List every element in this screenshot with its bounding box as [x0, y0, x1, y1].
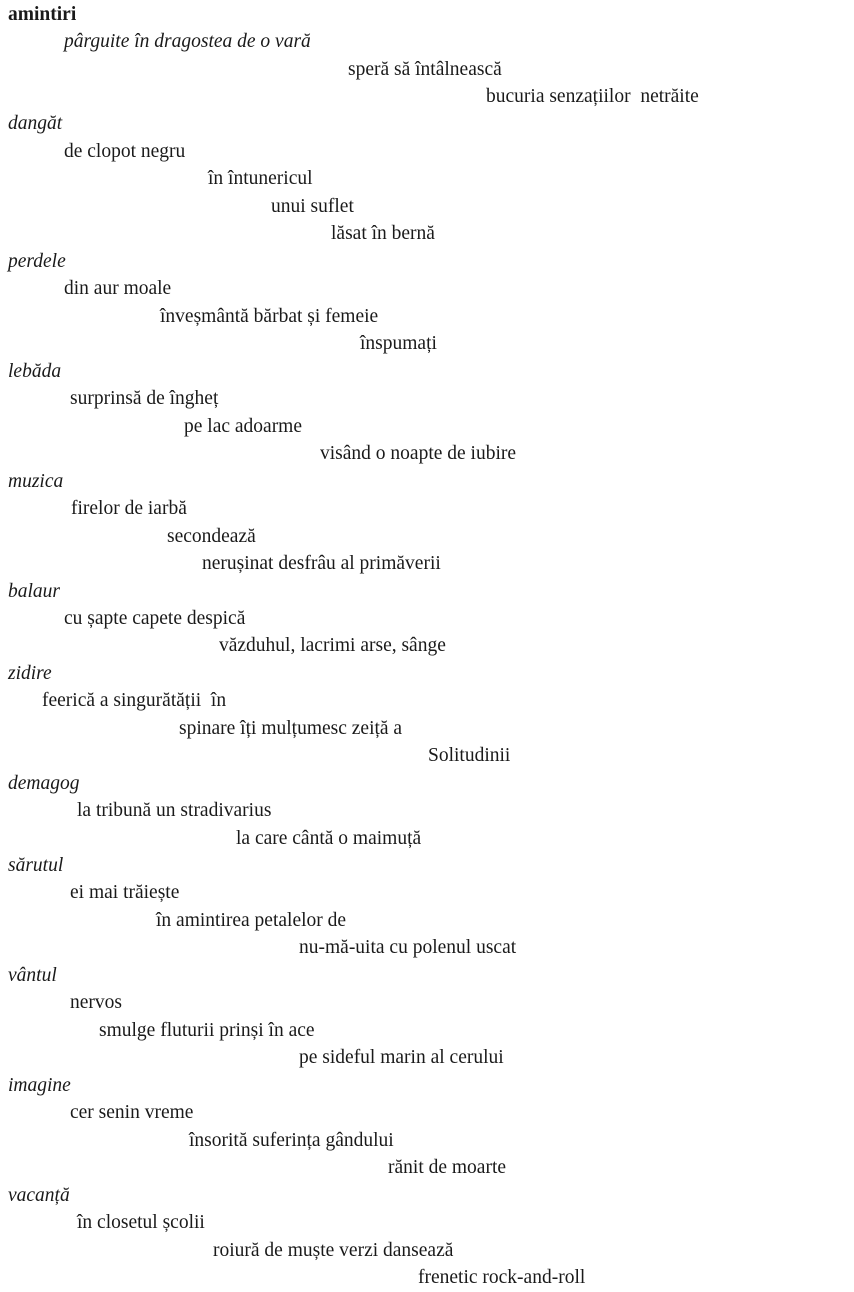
poem-line: firelor de iarbă — [71, 498, 187, 519]
poem-line: nerușinat desfrâu al primăverii — [202, 553, 441, 574]
stanza-heading: vacanță — [8, 1185, 70, 1206]
poem-line: unui suflet — [271, 196, 354, 217]
poem-line: spinare îți mulțumesc zeiță a — [179, 718, 403, 739]
poem-line: cu șapte capete despică — [64, 608, 246, 629]
poem-line: cer senin vreme — [70, 1102, 194, 1123]
stanza-heading: vântul — [8, 965, 57, 986]
poem-line: lăsat în bernă — [331, 223, 435, 244]
poem-line: rănit de moarte — [388, 1157, 507, 1178]
poem-line: pe sideful marin al cerului — [299, 1047, 504, 1068]
poem-line: înveșmântă bărbat și femeie — [160, 306, 379, 327]
stanza-heading: lebăda — [8, 361, 62, 382]
poem-line: nervos — [70, 992, 122, 1013]
poem-line: nu-mă-uita cu polenul uscat — [299, 937, 517, 958]
poem-line: roiură de muște verzi dansează — [213, 1240, 454, 1261]
poem-line: pe lac adoarme — [184, 416, 303, 437]
poem-line: surprinsă de îngheț — [70, 388, 219, 409]
poem-line: la tribună un stradivarius — [77, 800, 272, 821]
stanza-heading: sărutul — [8, 855, 64, 876]
poem-line: ei mai trăiește — [70, 882, 180, 903]
poem-line: frenetic rock-and-roll — [418, 1267, 586, 1288]
poem-line: feerică a singurătății în — [42, 690, 227, 711]
poem-line: visând o noapte de iubire — [320, 443, 517, 464]
poem-line: bucuria senzațiilor netrăite — [486, 86, 699, 107]
poem-line: înspumați — [360, 333, 437, 354]
stanza-heading: perdele — [8, 251, 66, 272]
poem-line: de clopot negru — [64, 141, 186, 162]
poem-line: secondează — [167, 526, 256, 547]
poem-line: în întunericul — [208, 168, 313, 189]
stanza-heading: balaur — [8, 581, 61, 602]
stanza-heading: muzica — [8, 471, 64, 492]
poem-line: în amintirea petalelor de — [156, 910, 347, 931]
stanza-heading: dangăt — [8, 113, 63, 134]
stanza-heading: demagog — [8, 773, 80, 794]
stanza-heading: imagine — [8, 1075, 71, 1096]
poem-line: pârguite în dragostea de o vară — [64, 31, 311, 52]
stanza-heading: amintiri — [8, 4, 77, 25]
poem-line: însorită suferința gândului — [189, 1130, 394, 1151]
poem-line: din aur moale — [64, 278, 172, 299]
poem-line: speră să întâlnească — [348, 59, 502, 80]
poem-line: smulge fluturii prinși în ace — [99, 1020, 315, 1041]
poem-line: la care cântă o maimuță — [236, 828, 422, 849]
poem-line: în closetul școlii — [77, 1212, 205, 1233]
stanza-heading: zidire — [8, 663, 52, 684]
poem-line: văzduhul, lacrimi arse, sânge — [219, 635, 446, 656]
poem-line: Solitudinii — [428, 745, 511, 766]
